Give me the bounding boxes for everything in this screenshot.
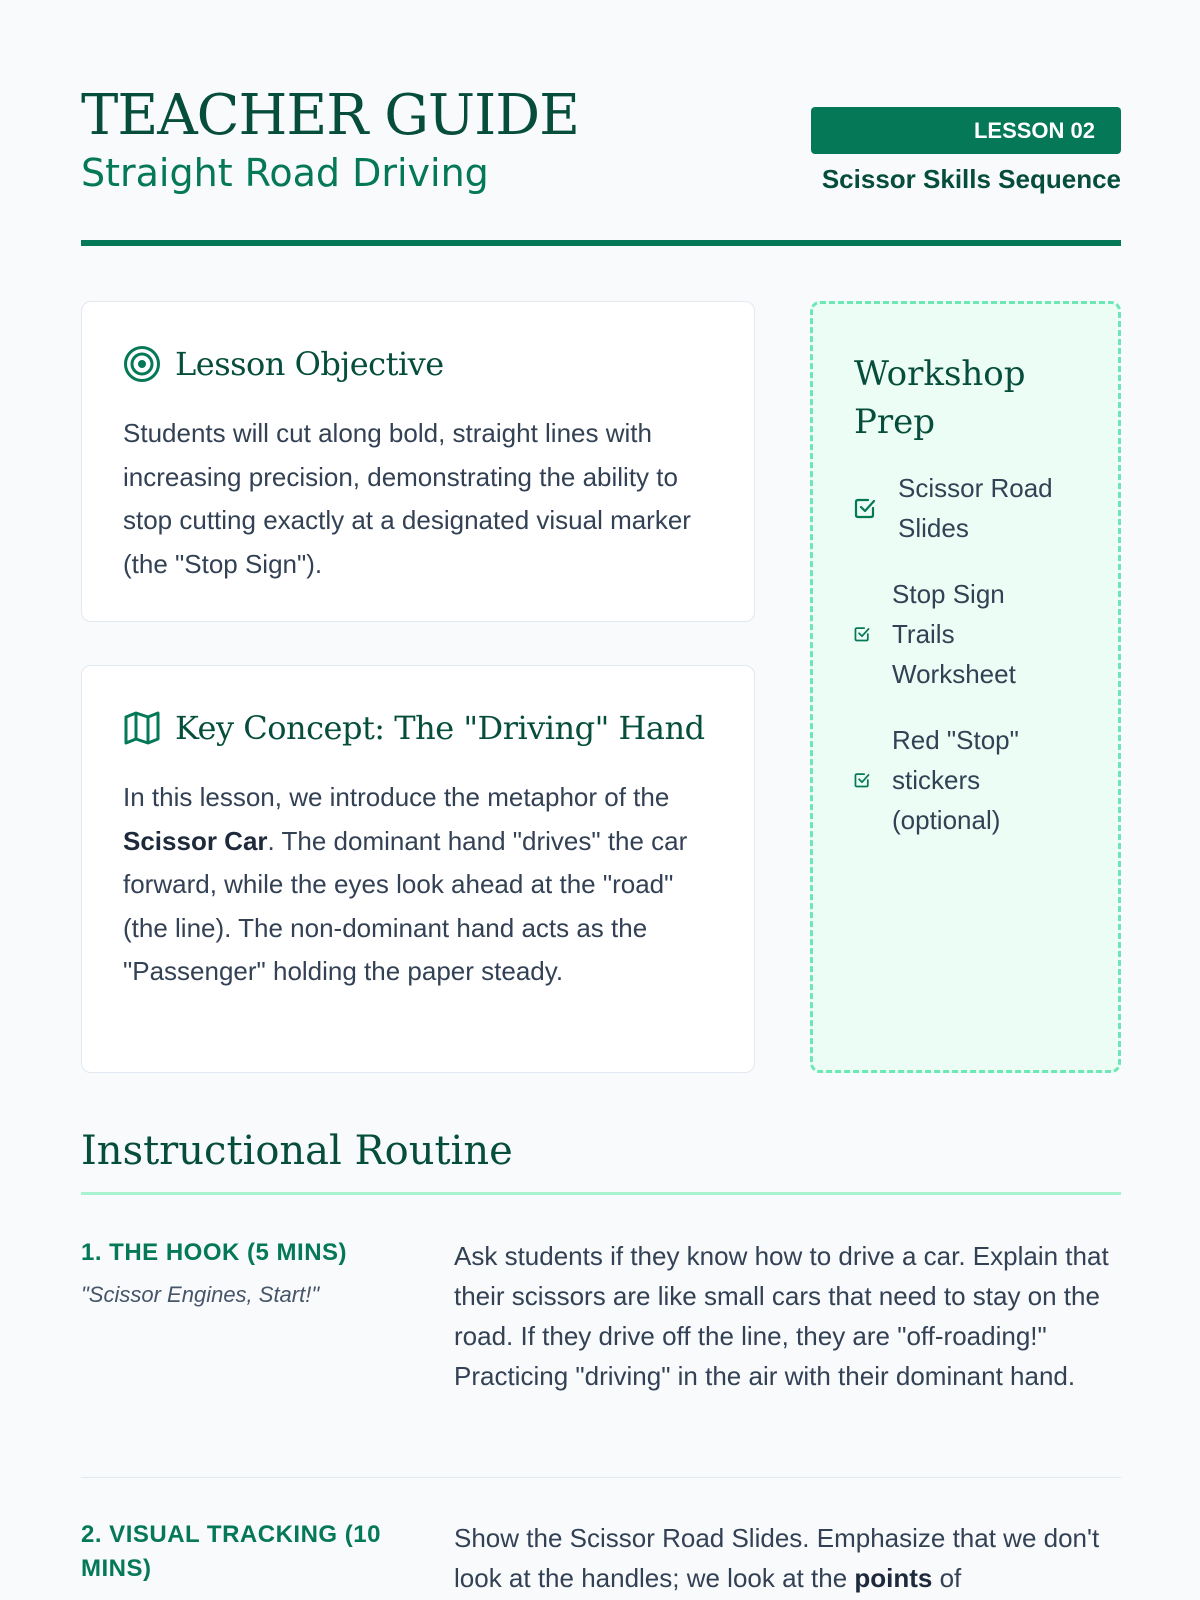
routine-title: Instructional Routine: [81, 1128, 513, 1174]
step-label: 2. VISUAL TRACKING (10 MINS): [81, 1521, 381, 1582]
step-text: Ask students if they know how to drive a car. Explain that their scissors are like small cars that need to stay on the road. If they drive off the line, they are "off-roading!" Practicing "driving" in the air with their dominant hand.: [454, 1241, 1109, 1391]
key-concept-text: [123, 776, 723, 994]
step-text-start: Show the Scissor Road Slides. Emphasize that we don't look at the handles; we look at the: [454, 1523, 1100, 1593]
routine-divider: [81, 1192, 1121, 1195]
step-text: [454, 1518, 1122, 1598]
step-text-emphasis: points: [854, 1563, 933, 1593]
prep-item-label: Scissor Road Slides: [898, 473, 1053, 543]
check-square-icon: [854, 772, 870, 788]
prep-item: [854, 468, 1083, 548]
step-label: 1. THE HOOK (5 MINS): [81, 1239, 348, 1266]
page-title: TEACHER GUIDE: [81, 83, 580, 148]
target-icon: [123, 345, 161, 383]
key-concept-title: Key Concept: The "Driving" Hand: [175, 709, 705, 747]
workshop-prep-title: Workshop Prep: [854, 354, 1026, 442]
lesson-objective-card: [81, 301, 755, 622]
prep-item: [854, 574, 1042, 694]
step-text-end: of: [932, 1563, 962, 1593]
step-quote: "Scissor Engines, Start!": [81, 1282, 320, 1307]
check-square-icon: [854, 497, 876, 519]
lesson-badge: LESSON 02: [811, 107, 1121, 154]
header-divider: [81, 240, 1121, 246]
key-concept-emphasis: Scissor Car: [123, 825, 268, 856]
key-concept-text-start: In this lesson, we introduce the metaphor of the: [123, 782, 670, 812]
step-divider: [81, 1477, 1121, 1478]
sequence-label: Scissor Skills Sequence: [821, 164, 1121, 194]
map-icon: [123, 709, 161, 747]
teacher-guide-page: [81, 0, 1121, 1593]
workshop-prep-panel: [810, 301, 1121, 1073]
key-concept-heading: [123, 709, 705, 747]
key-concept-card: [81, 665, 755, 1073]
prep-item: [854, 720, 1042, 840]
lesson-objective-title: Lesson Objective: [175, 345, 444, 383]
prep-item-label: Stop Sign Trails Worksheet: [892, 579, 1016, 689]
prep-item-label: Red "Stop" stickers (optional): [892, 725, 1019, 835]
lesson-objective-text: Students will cut along bold, straight lines with increasing precision, demonstrating the ability to stop cutting exactly at a designated visual marker (the "Stop Sign").: [123, 418, 691, 579]
check-square-icon: [854, 626, 870, 642]
guide-header: [81, 0, 1121, 246]
page-subtitle: Straight Road Driving: [81, 151, 489, 195]
key-concept-text-end: . The dominant hand "drives" the car forward, while the eyes look ahead at the "road" (the line). The non-dominant hand acts as the "Passenger" holding the paper steady.: [123, 825, 688, 986]
lesson-objective-heading: [123, 345, 444, 383]
